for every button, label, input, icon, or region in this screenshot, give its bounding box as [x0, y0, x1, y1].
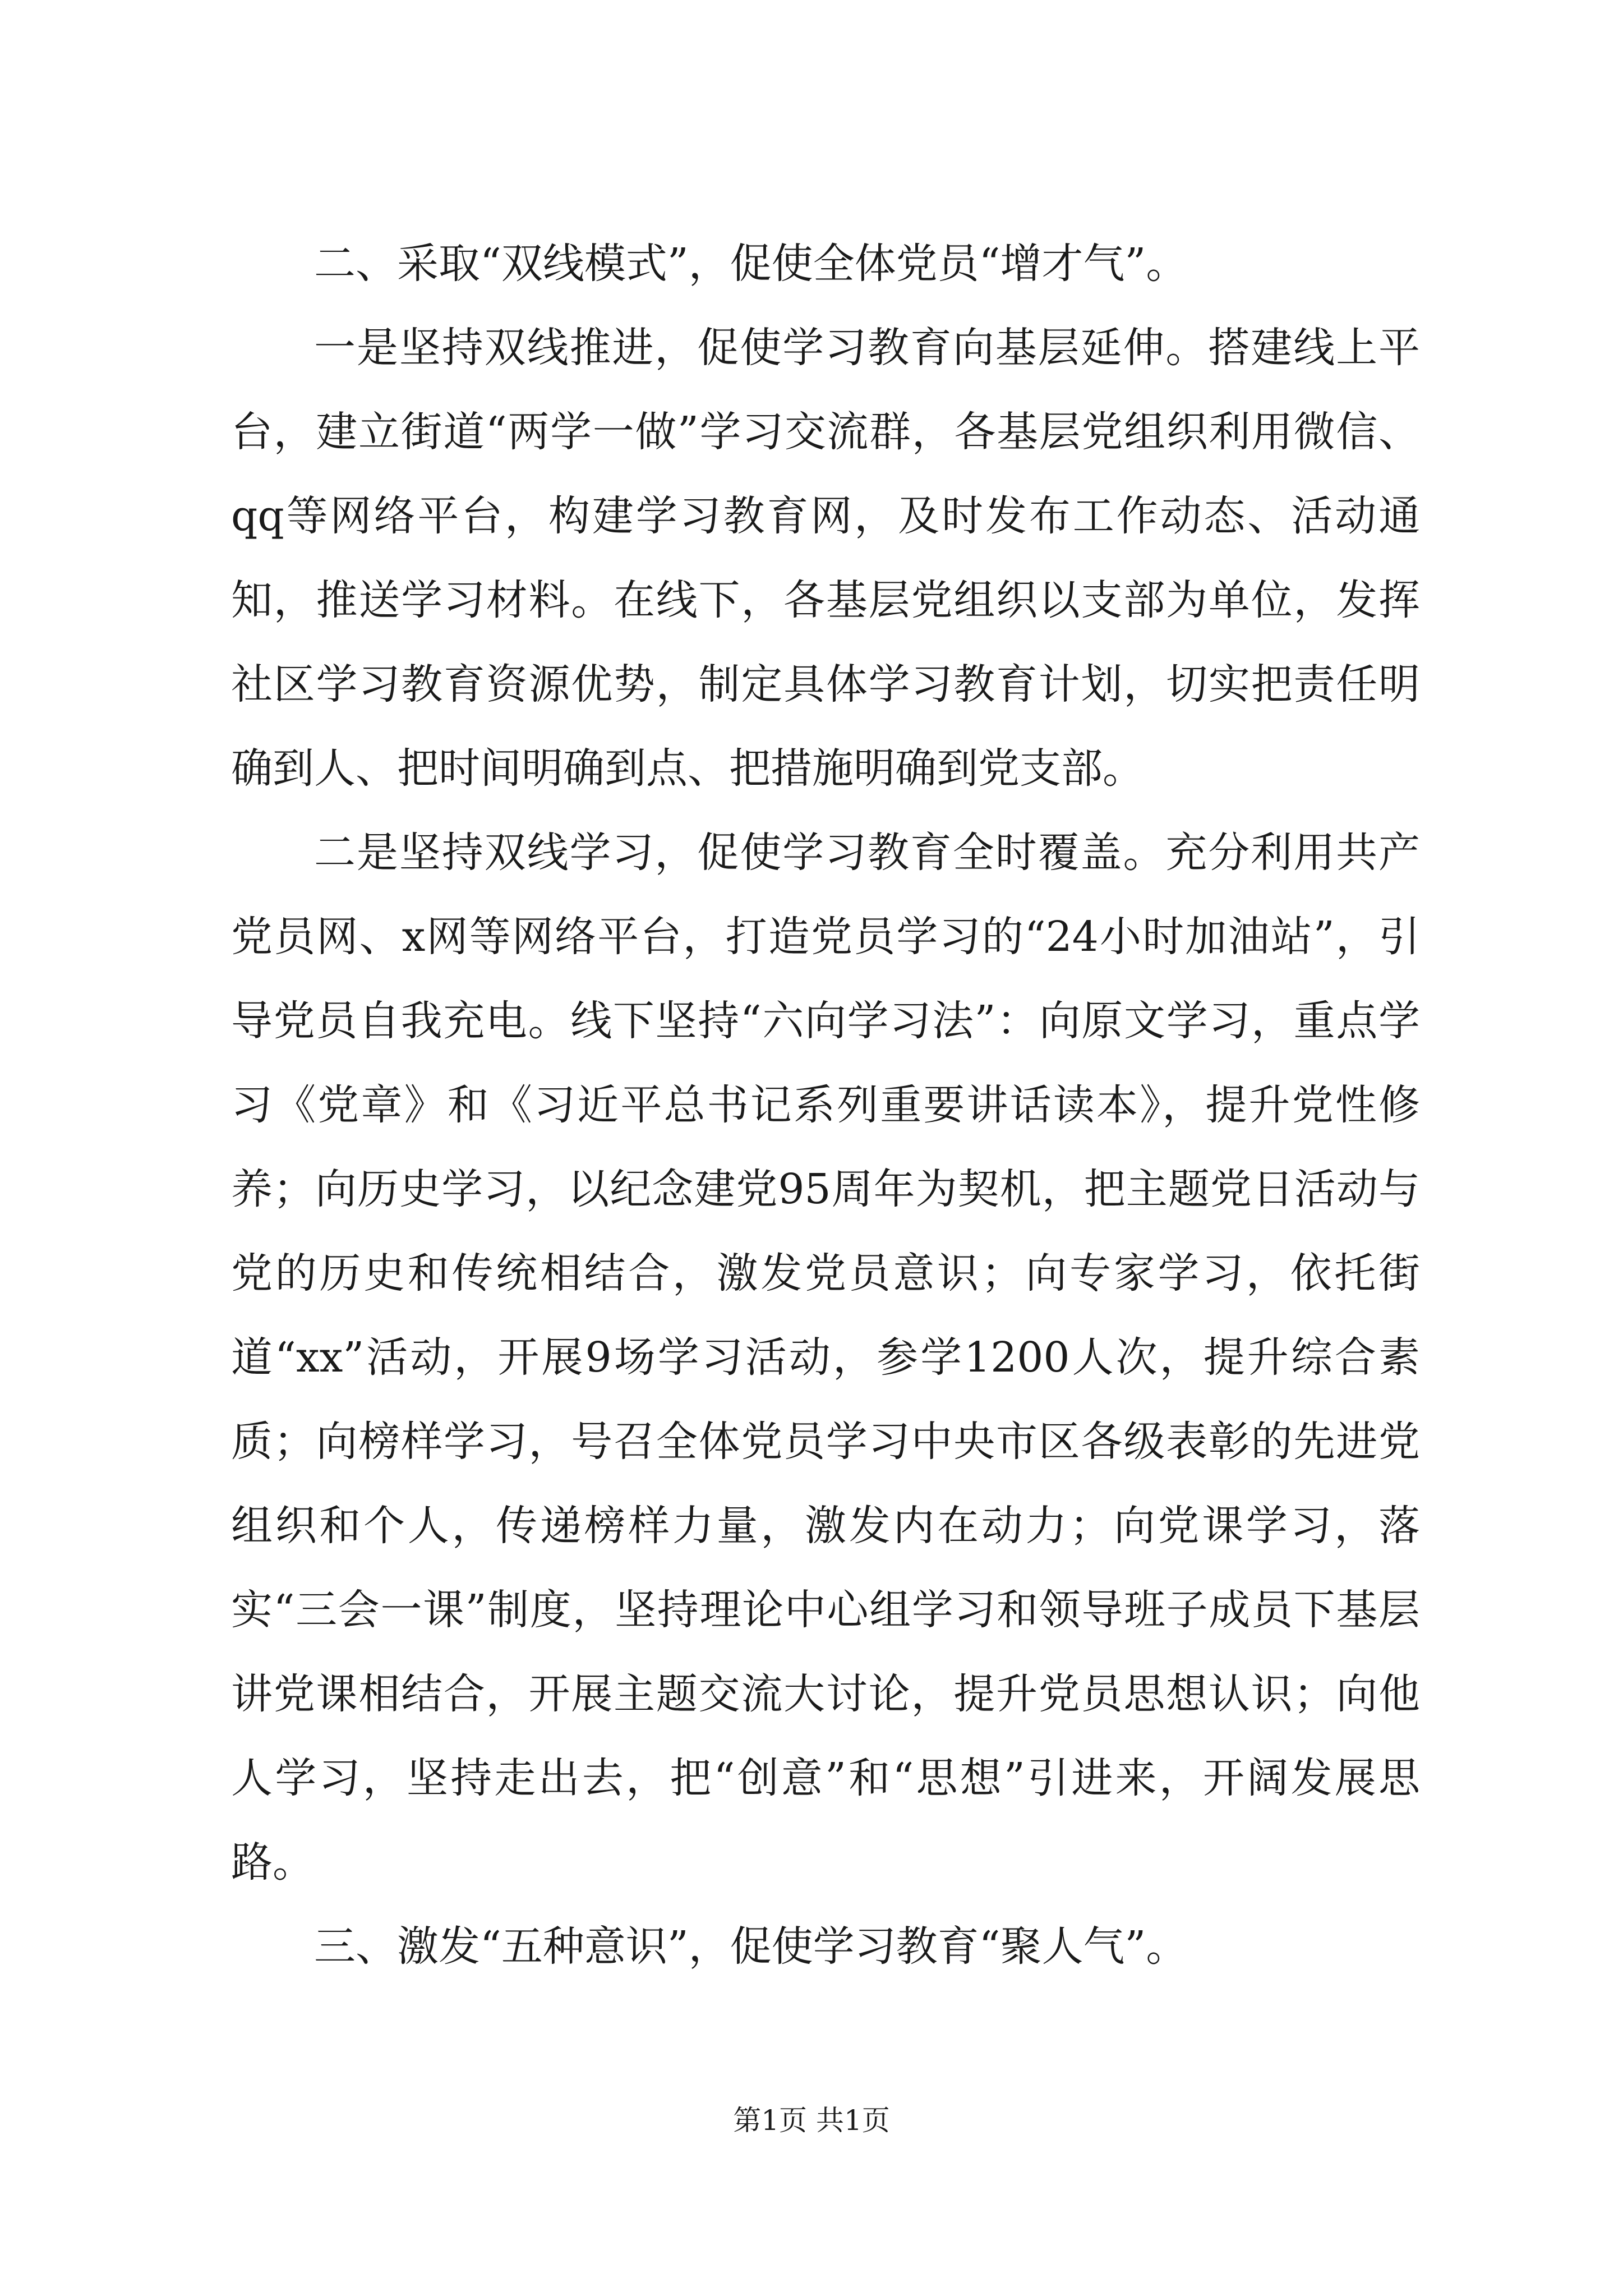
document-body	[231, 222, 1420, 1989]
section-heading-two: 二、采取“双线模式”，促使全体党员“增才气”。	[314, 240, 1188, 288]
body-paragraph-online-offline-promotion: 一是坚持双线推进，促使学习教育向基层延伸。搭建线上平台，建立街道“两学一做”学习交流群，各基层党组织利用微信、qq等网络平台，构建学习教育网，及时发布工作动态、活动通知，推送学习材料。在线下，各基层党组织以支部为单位，发挥社区学习教育资源优势，制定具体学习教育计划，切实把责任明确到人、把时间明确到点、把措施明确到党支部。	[231, 324, 1420, 793]
page-number-footer: 第1页 共1页	[733, 2104, 890, 2137]
section-heading-three: 三、激发“五种意识”，促使学习教育“聚人气”。	[314, 1922, 1188, 1971]
body-paragraph-online-offline-study: 二是坚持双线学习，促使学习教育全时覆盖。充分利用共产党员网、x网等网络平台，打造党员学习的“24小时加油站”，引导党员自我充电。线下坚持“六向学习法”：向原文学习，重点学习《党章》和《习近平总书记系列重要讲话读本》，提升党性修养；向历史学习，以纪念建党95周年为契机，把主题党日活动与党的历史和传统相结合，激发党员意识；向专家学习，依托街道“xx”活动，开展9场学习活动，参学1200人次，提升综合素质；向榜样学习，号召全体党员学习中央市区各级表彰的先进党组织和个人，传递榜样力量，激发内在动力；向党课学习，落实“三会一课”制度，坚持理论中心组学习和领导班子成员下基层讲党课相结合，开展主题交流大讨论，提升党员思想认识；向他人学习，坚持走出去，把“创意”和“思想”引进来，开阔发展思路。	[231, 829, 1420, 1887]
